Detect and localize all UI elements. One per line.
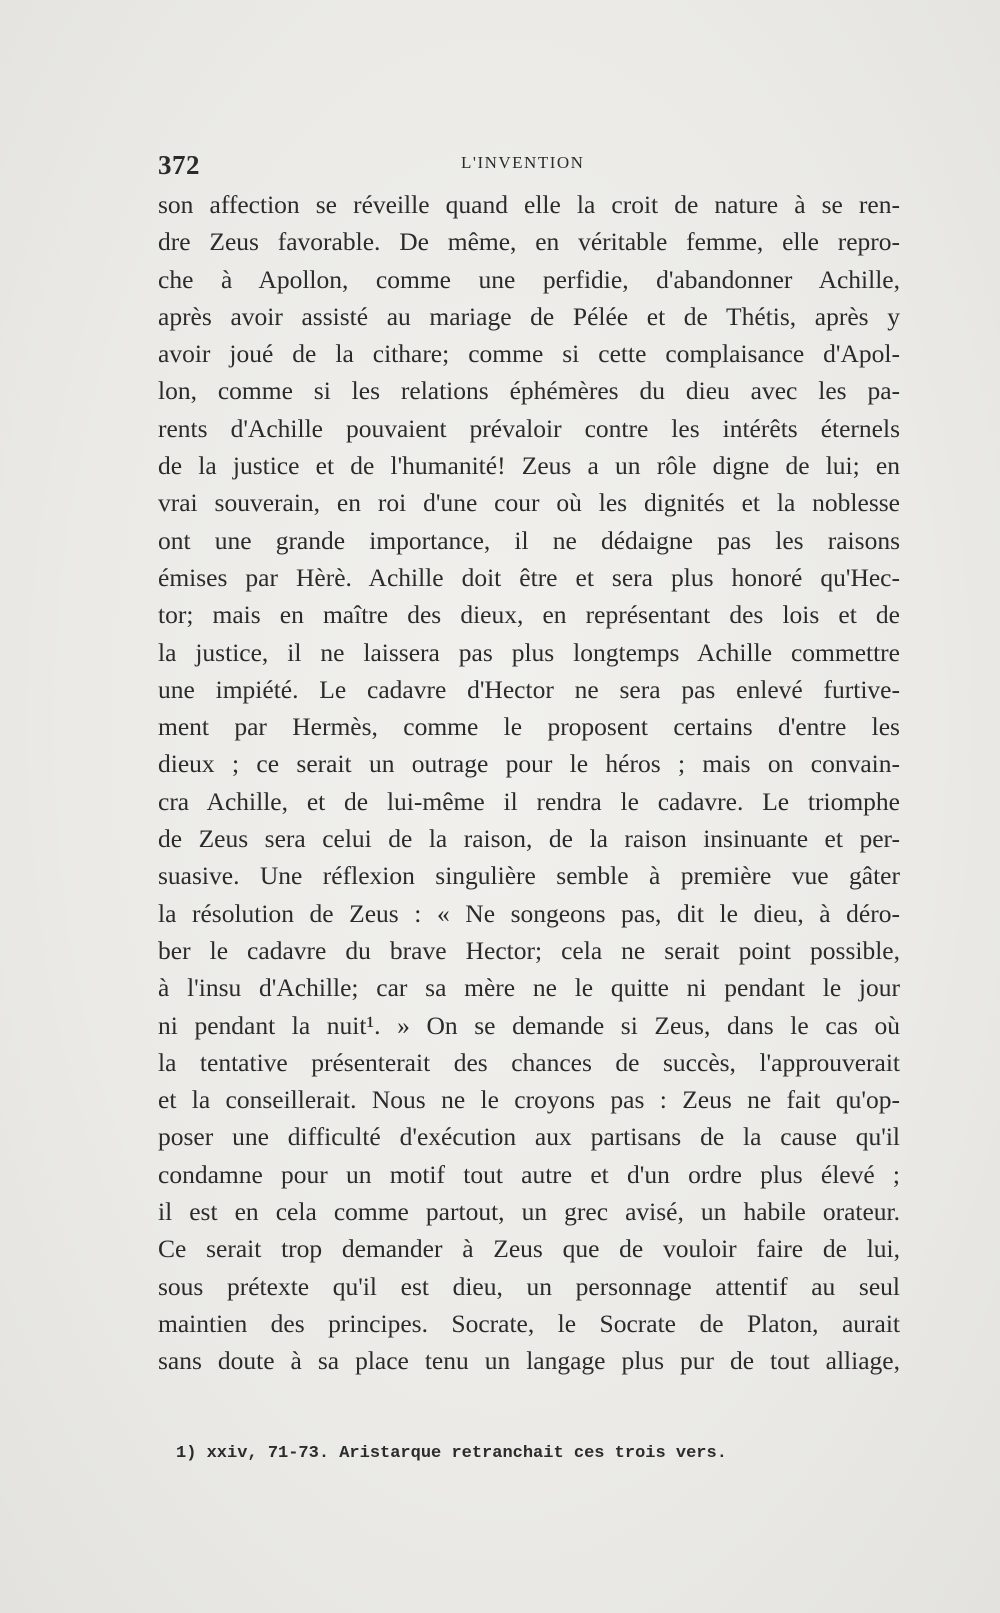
text-line: ont une grande importance, il ne dédaigne pas les raisons [158,525,900,555]
text-line: et la conseillerait. Nous ne le croyons pas : Zeus ne fait qu'op- [158,1085,900,1115]
text-line: de la justice et de l'humanité! Zeus a un rôle digne de lui; en [158,451,900,481]
text-line: la justice, il ne laissera pas plus longtemps Achille commettre [158,637,900,667]
text-line: Ce serait trop demander à Zeus que de vouloir faire de lui, [158,1234,900,1264]
text-line: cra Achille, et de lui-même il rendra le cadavre. Le triomphe [158,786,900,816]
text-line: une impiété. Le cadavre d'Hector ne sera pas enlevé furtive- [158,674,900,704]
text-line: son affection se réveille quand elle la croit de nature à se ren- [158,190,900,219]
text-line: après avoir assisté au mariage de Pélée et de Thétis, après y [158,301,900,331]
text-line: maintien des principes. Socrate, le Socrate de Platon, aurait [158,1308,900,1338]
text-line: rents d'Achille pouvaient prévaloir contre les intérêts éternels [158,413,900,443]
text-line: sans doute à sa place tenu un langage plus pur de tout alliage, [158,1346,900,1376]
text-line: vrai souverain, en roi d'une cour où les dignités et la noblesse [158,488,900,518]
page-header [158,150,893,184]
text-line: suasive. Une réflexion singulière semble à première vue gâter [158,861,900,891]
text-line: la tentative présenterait des chances de succès, l'approuverait [158,1047,900,1077]
text-line: il est en cela comme partout, un grec avisé, un habile orateur. [158,1197,900,1227]
text-line: de Zeus sera celui de la raison, de la raison insinuante et per- [158,824,900,854]
text-line: tor; mais en maître des dieux, en représentant des lois et de [158,600,900,630]
text-line: ni pendant la nuit¹. » On se demande si Zeus, dans le cas où [158,1010,900,1040]
page-number: 372 [158,150,200,180]
text-line: émises par Hèrè. Achille doit être et sera plus honoré qu'Hec- [158,562,900,592]
text-line: à l'insu d'Achille; car sa mère ne le quitte ni pendant le jour [158,973,900,1003]
text-line: dieux ; ce serait un outrage pour le héros ; mais on convain- [158,749,900,779]
body-text [158,186,900,1380]
text-line: poser une difficulté d'exécution aux partisans de la cause qu'il [158,1122,900,1152]
text-line: dre Zeus favorable. De même, en véritable femme, elle repro- [158,227,900,257]
text-line: avoir joué de la cithare; comme si cette complaisance d'Apol- [158,339,900,369]
text-line: condamne pour un motif tout autre et d'un ordre plus élevé ; [158,1159,900,1189]
text-line: la résolution de Zeus : « Ne songeons pas, dit le dieu, à déro- [158,898,900,928]
running-title: L'INVENTION [461,153,585,172]
text-line: sous prétexte qu'il est dieu, un personnage attentif au seul [158,1271,900,1301]
text-line: che à Apollon, comme une perfidie, d'abandonner Achille, [158,264,900,294]
footnote: 1) xxiv, 71-73. Aristarque retranchait ces trois vers. [176,1444,727,1463]
text-line: ber le cadavre du brave Hector; cela ne serait point possible, [158,935,900,965]
text-line: ment par Hermès, comme le proposent certains d'entre les [158,712,900,742]
text-line: lon, comme si les relations éphémères du dieu avec les pa- [158,376,900,406]
